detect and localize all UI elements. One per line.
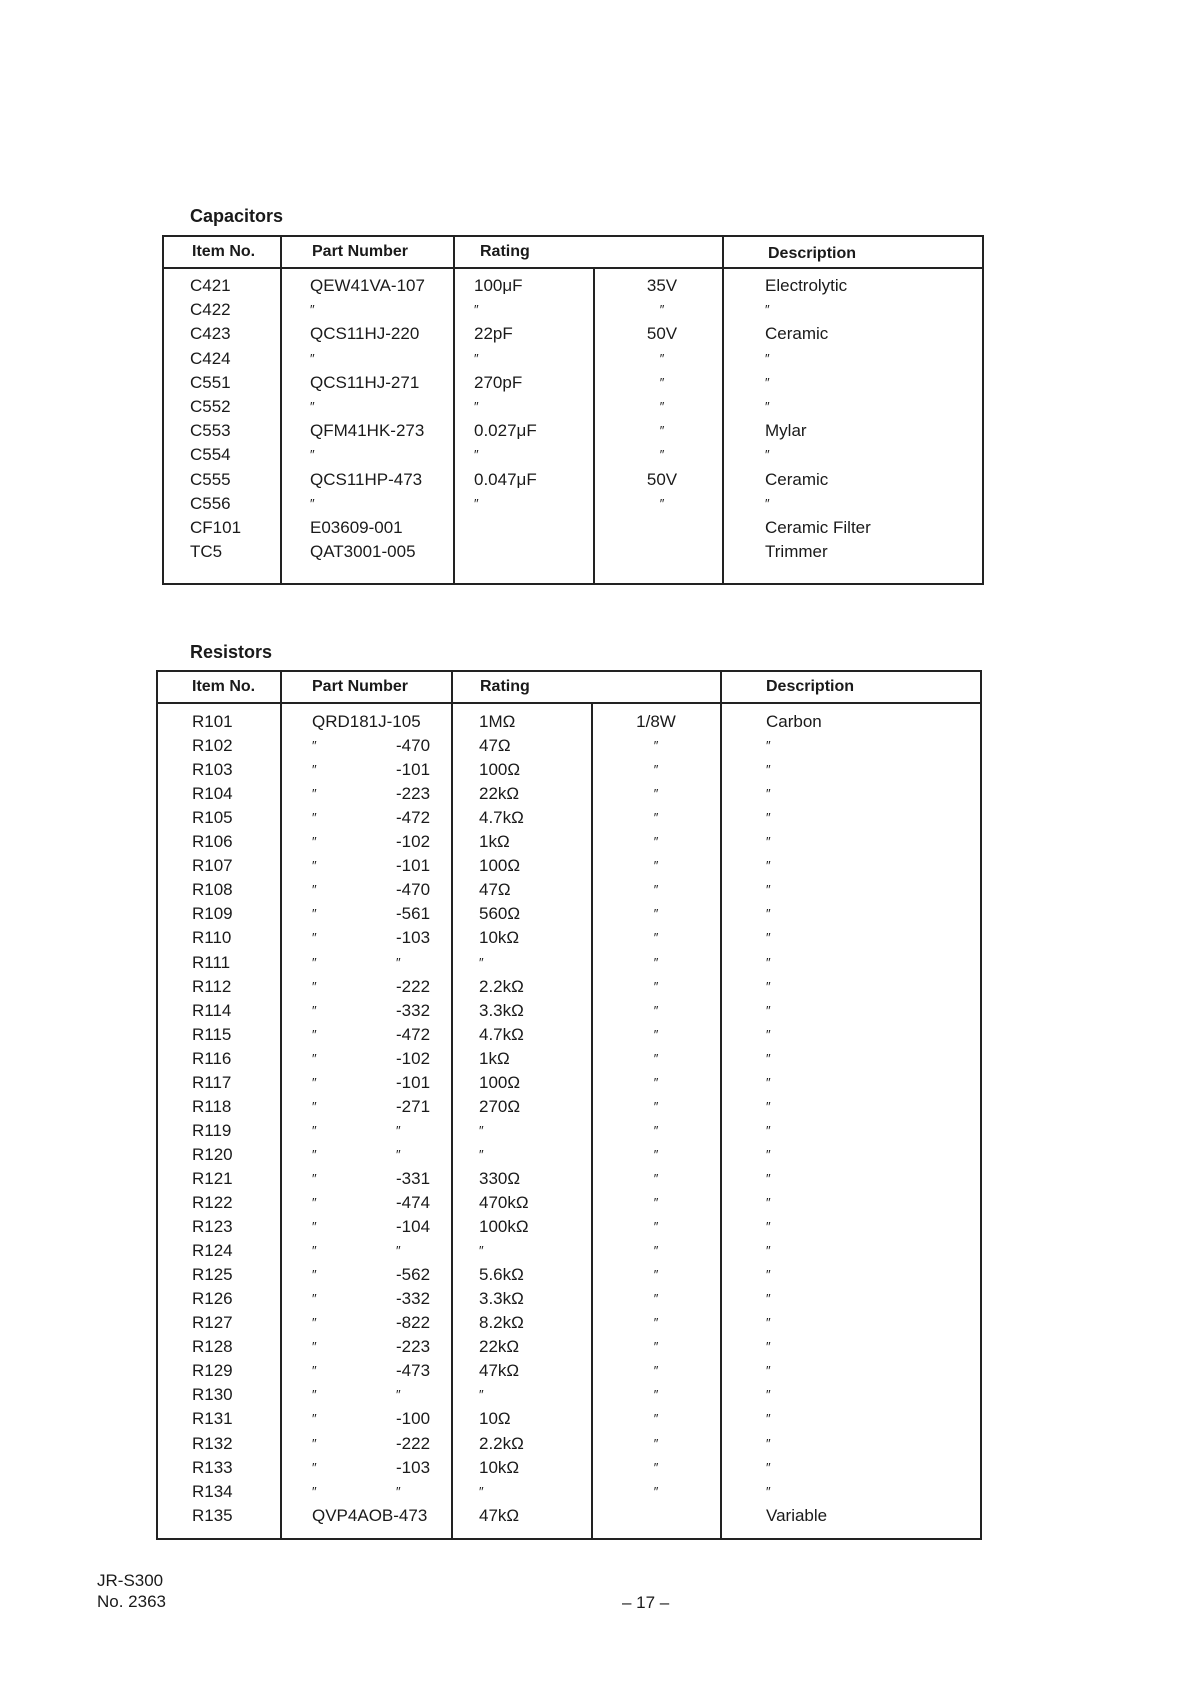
resistors-row-wattage: ″ (653, 1122, 659, 1138)
capacitors-row-voltage: ″ (659, 447, 665, 463)
resistors-row-suffix: -222 (396, 1433, 431, 1453)
capacitors-row-item: C424 (190, 348, 231, 368)
resistors-row-wattage: ″ (653, 1195, 659, 1210)
capacitors-header-description: Description (768, 245, 857, 262)
resistors-row-part: ″ (312, 1411, 317, 1427)
capacitors-row-rating: ″ (474, 302, 479, 318)
resistors-header-description: Description (766, 678, 855, 695)
resistors-row-item: R103 (192, 760, 233, 780)
resistors-row-wattage: ″ (653, 762, 659, 778)
resistors-row-item: R102 (192, 736, 233, 756)
resistors-row-part: ″ (312, 906, 317, 922)
resistors-row-rating: 47Ω (479, 736, 511, 756)
capacitors-row-item: C421 (190, 276, 231, 295)
resistors-row-item: R118 (192, 1096, 232, 1116)
resistors-row-part: ″ (312, 882, 317, 898)
capacitors-row-description: Ceramic (765, 469, 829, 489)
resistors-row-description: Variable (766, 1505, 828, 1525)
resistors-row-wattage: ″ (653, 1170, 659, 1186)
resistors-row-wattage: ″ (653, 882, 659, 898)
capacitors-row-rating: 0.027μF (474, 421, 537, 441)
capacitors-row-item: C554 (190, 445, 231, 465)
resistors-row-part: ″ (312, 930, 317, 946)
resistors-row-suffix: -104 (396, 1217, 431, 1237)
resistors-row-rating: 10kΩ (479, 1457, 520, 1477)
resistors-row-part: ″ (312, 978, 317, 994)
capacitors-row-description: Ceramic Filter (765, 518, 871, 537)
resistors-title: Resistors (190, 642, 273, 662)
resistors-row-part: ″ (312, 1363, 317, 1379)
capacitors-header-rating: Rating (480, 243, 530, 260)
capacitors-row-description: Ceramic (765, 324, 829, 344)
resistors-row-description: ″ (766, 1002, 771, 1018)
resistors-row-item: R111 (192, 952, 231, 972)
resistors-row-item: R126 (192, 1289, 233, 1309)
footer-number: No. 2363 (97, 1592, 166, 1611)
resistors-row-item: R123 (192, 1217, 233, 1237)
resistors-row-suffix: -474 (396, 1193, 431, 1212)
capacitors-row-rating: ″ (474, 399, 479, 414)
resistors-header-item: Item No. (192, 678, 256, 695)
resistors-row-part: ″ (312, 738, 317, 754)
resistors-row-rating: ″ (479, 1243, 484, 1259)
resistors-row-part: ″ (312, 1291, 317, 1307)
resistors-row-rating: 10kΩ (479, 928, 520, 948)
resistors-row-item: R125 (192, 1265, 233, 1285)
resistors-row-item: R120 (192, 1144, 233, 1164)
resistors-row-description: ″ (766, 1267, 771, 1283)
resistors-row-rating: ″ (479, 1483, 484, 1499)
resistors-row-wattage: ″ (653, 858, 659, 874)
capacitors-header-row (164, 237, 982, 269)
resistors-row-description: ″ (766, 1122, 771, 1138)
resistors-row-rating: 47Ω (479, 880, 511, 900)
resistors-header-part: Part Number (312, 678, 409, 695)
resistors-row-description: ″ (766, 1050, 771, 1066)
resistors-row-suffix: -331 (396, 1168, 431, 1188)
capacitors-row-item: C551 (190, 372, 231, 392)
resistors-row-part: ″ (312, 1243, 317, 1259)
resistors-row-item: R105 (192, 808, 233, 828)
resistors-row-rating: 100kΩ (479, 1217, 529, 1237)
capacitors-row-description: Electrolytic (765, 276, 848, 295)
resistors-row-item: R110 (192, 928, 232, 948)
resistors-row-rating: 47kΩ (479, 1505, 520, 1525)
resistors-row-suffix: ″ (396, 1483, 401, 1499)
resistors-row-item: R116 (192, 1048, 232, 1068)
resistors-row-description: ″ (766, 1411, 771, 1427)
capacitors-row-rating: 270pF (474, 372, 523, 392)
resistors-row-item: R119 (192, 1120, 232, 1140)
resistors-row-part: ″ (312, 1146, 317, 1162)
resistors-row-wattage: ″ (653, 1483, 659, 1499)
resistors-row-description: ″ (766, 954, 771, 970)
resistors-row-rating: ″ (479, 1122, 484, 1138)
capacitors-row-part: ″ (310, 350, 315, 366)
resistors-row-description: ″ (766, 978, 771, 994)
resistors-row-wattage: ″ (653, 1146, 659, 1162)
resistors-row-suffix: -101 (396, 760, 431, 780)
resistors-row-part: ″ (312, 810, 317, 826)
resistors-row-wattage: ″ (653, 1267, 659, 1283)
resistors-row-wattage: ″ (653, 930, 659, 946)
resistors-row-part: ″ (312, 1435, 317, 1451)
capacitors-row-part: ″ (310, 447, 315, 463)
resistors-row-description: ″ (766, 1170, 771, 1186)
resistors-row-part: ″ (312, 834, 317, 850)
resistors-row-wattage: ″ (653, 906, 659, 922)
resistors-row-part: QVP4AOB-473 (312, 1505, 428, 1525)
resistors-row-suffix: -102 (396, 1048, 431, 1068)
resistors-row-part: ″ (312, 1267, 317, 1283)
resistors-row-description: ″ (766, 1243, 771, 1259)
capacitors-row-description: Mylar (765, 421, 807, 441)
resistors-row-description: ″ (766, 1435, 771, 1451)
footer-model: JR-S300 (97, 1571, 164, 1590)
resistors-row-suffix: -223 (396, 1337, 431, 1357)
capacitors-row-item: C552 (190, 397, 231, 416)
resistors-row-description: ″ (766, 786, 771, 802)
capacitors-row-part: E03609-001 (310, 518, 403, 537)
resistors-row-rating: 1kΩ (479, 832, 510, 852)
resistors-row-wattage: ″ (653, 1050, 659, 1066)
capacitors-row-part: QCS11HJ-220 (310, 324, 420, 344)
capacitors-row-voltage: 50V (646, 469, 678, 489)
resistors-row-item: R107 (192, 856, 233, 876)
resistors-table (156, 670, 982, 1540)
resistors-row-description: ″ (766, 834, 771, 850)
capacitors-row-part: QFM41HK-273 (310, 421, 425, 441)
resistors-row-wattage: ″ (653, 1387, 659, 1403)
resistors-row-item: R129 (192, 1361, 233, 1381)
resistors-row-description: ″ (766, 1026, 771, 1042)
resistors-row-wattage: 1/8W (636, 712, 676, 731)
resistors-row-item: R109 (192, 904, 233, 924)
resistors-row-suffix: -473 (396, 1361, 431, 1381)
resistors-row-part: ″ (312, 1170, 317, 1186)
resistors-row-rating: 1kΩ (479, 1048, 510, 1068)
capacitors-row-item: C555 (190, 469, 231, 489)
capacitors-header-part: Part Number (312, 243, 409, 260)
resistors-row-part: ″ (312, 762, 317, 778)
capacitors-row-item: C553 (190, 421, 231, 441)
capacitors-row-voltage: ″ (659, 399, 665, 414)
resistors-row-wattage: ″ (653, 1291, 659, 1307)
capacitors-row-voltage: ″ (659, 350, 665, 366)
capacitors-title: Capacitors (190, 206, 284, 226)
resistors-row-item: R135 (192, 1505, 233, 1525)
capacitors-row-part: QCS11HP-473 (310, 469, 423, 489)
resistors-row-rating: ″ (479, 1387, 484, 1403)
resistors-row-rating: 100Ω (479, 1072, 521, 1092)
capacitors-row-rating: ″ (474, 447, 479, 463)
resistors-row-rating: 22kΩ (479, 784, 520, 804)
resistors-row-rating: 100Ω (479, 760, 521, 780)
resistors-row-suffix: -472 (396, 1024, 431, 1044)
resistors-row-suffix: -470 (396, 736, 431, 756)
resistors-row-rating: 4.7kΩ (479, 808, 524, 828)
resistors-row-rating: 8.2kΩ (479, 1313, 524, 1333)
resistors-row-wattage: ″ (653, 1219, 659, 1235)
resistors-row-part: ″ (312, 1098, 317, 1114)
resistors-row-suffix: -561 (396, 904, 431, 924)
capacitors-row-rating: ″ (474, 495, 479, 511)
capacitors-row-description: Trimmer (765, 542, 828, 562)
resistors-row-suffix: -822 (396, 1313, 431, 1333)
resistors-row-rating: 560Ω (479, 904, 521, 924)
resistors-row-item: R101 (192, 712, 233, 731)
resistors-row-item: R127 (192, 1313, 233, 1333)
resistors-row-suffix: -101 (396, 1072, 431, 1092)
resistors-row-wattage: ″ (653, 1411, 659, 1427)
resistors-row-suffix: -562 (396, 1265, 431, 1285)
resistors-row-rating: 470kΩ (479, 1193, 529, 1212)
resistors-row-rating: 4.7kΩ (479, 1024, 524, 1044)
resistors-row-description: ″ (766, 1195, 771, 1210)
resistors-row-suffix: -223 (396, 784, 431, 804)
resistors-row-part: QRD181J-105 (312, 712, 421, 731)
resistors-row-item: R121 (192, 1168, 233, 1188)
resistors-row-wattage: ″ (653, 1026, 659, 1042)
resistors-row-wattage: ″ (653, 810, 659, 826)
capacitors-row-voltage: 35V (646, 276, 678, 295)
capacitors-row-part: QAT3001-005 (310, 542, 416, 562)
resistors-row-part: ″ (312, 1339, 317, 1355)
capacitors-row-description: ″ (765, 495, 770, 511)
resistors-row-description: ″ (766, 1363, 771, 1379)
resistors-row-description: ″ (766, 906, 771, 922)
capacitors-row-description: ″ (765, 374, 770, 390)
resistors-row-item: R108 (192, 880, 233, 900)
capacitors-row-part: ″ (310, 302, 315, 318)
resistors-row-description: ″ (766, 1459, 771, 1475)
resistors-row-part: ″ (312, 1387, 317, 1403)
resistors-row-part: ″ (312, 1050, 317, 1066)
capacitors-row-description: ″ (765, 302, 770, 318)
page-number: – 17 – (622, 1593, 670, 1612)
capacitors-row-rating: 0.047μF (474, 469, 537, 489)
resistors-row-rating: 10Ω (479, 1409, 511, 1429)
capacitors-row-description: ″ (765, 447, 770, 463)
capacitors-table (162, 235, 984, 585)
resistors-row-item: R122 (192, 1193, 233, 1212)
resistors-row-part: ″ (312, 1074, 317, 1090)
resistors-row-description: ″ (766, 1483, 771, 1499)
capacitors-row-description: ″ (765, 399, 770, 414)
resistors-row-wattage: ″ (653, 1363, 659, 1379)
resistors-row-rating: 5.6kΩ (479, 1265, 524, 1285)
resistors-row-part: ″ (312, 786, 317, 802)
resistors-row-part: ″ (312, 954, 317, 970)
resistors-row-part: ″ (312, 1483, 317, 1499)
resistors-row-suffix: -472 (396, 808, 431, 828)
resistors-row-wattage: ″ (653, 978, 659, 994)
resistors-row-part: ″ (312, 1195, 317, 1210)
resistors-row-rating: 100Ω (479, 856, 521, 876)
resistors-row-rating: 47kΩ (479, 1361, 520, 1381)
resistors-row-wattage: ″ (653, 1098, 659, 1114)
resistors-row-wattage: ″ (653, 1459, 659, 1475)
resistors-row-description: ″ (766, 858, 771, 874)
resistors-row-suffix: ″ (396, 954, 401, 970)
capacitors-row-description: ″ (765, 350, 770, 366)
resistors-row-wattage: ″ (653, 738, 659, 754)
resistors-row-suffix: -103 (396, 928, 431, 948)
capacitors-row-voltage: 50V (646, 324, 678, 344)
resistors-row-item: R115 (192, 1024, 232, 1044)
capacitors-row-item: CF101 (190, 518, 242, 537)
resistors-row-part: ″ (312, 1219, 317, 1235)
resistors-row-wattage: ″ (653, 1315, 659, 1331)
capacitors-header-item: Item No. (192, 243, 256, 260)
resistors-row-rating: 2.2kΩ (479, 976, 524, 996)
resistors-row-suffix: -470 (396, 880, 431, 900)
resistors-row-wattage: ″ (653, 1002, 659, 1018)
resistors-row-item: R128 (192, 1337, 233, 1357)
resistors-row-suffix: ″ (396, 1122, 401, 1138)
capacitors-row-item: C556 (190, 493, 231, 513)
resistors-row-item: R112 (192, 976, 232, 996)
resistors-row-wattage: ″ (653, 786, 659, 802)
resistors-row-description: Carbon (766, 712, 822, 731)
resistors-row-rating: 22kΩ (479, 1337, 520, 1357)
resistors-row-part: ″ (312, 1459, 317, 1475)
capacitors-row-rating: 22pF (474, 324, 513, 344)
resistors-row-description: ″ (766, 762, 771, 778)
resistors-row-description: ″ (766, 1074, 771, 1090)
capacitors-row-voltage: ″ (659, 495, 665, 511)
resistors-row-description: ″ (766, 738, 771, 754)
capacitors-row-item: TC5 (190, 542, 223, 562)
capacitors-row-voltage: ″ (659, 302, 665, 318)
resistors-row-suffix: -102 (396, 832, 431, 852)
footer-model-block (97, 1570, 166, 1612)
resistors-row-wattage: ″ (653, 1243, 659, 1259)
capacitors-row-part: QCS11HJ-271 (310, 372, 420, 392)
capacitors-row-voltage: ″ (659, 374, 665, 390)
resistors-row-rating: 2.2kΩ (479, 1433, 524, 1453)
resistors-row-suffix: ″ (396, 1146, 401, 1162)
resistors-row-wattage: ″ (653, 1339, 659, 1355)
resistors-row-wattage: ″ (653, 834, 659, 850)
resistors-row-rating: 3.3kΩ (479, 1000, 524, 1020)
resistors-row-description: ″ (766, 1098, 771, 1114)
resistors-row-part: ″ (312, 1026, 317, 1042)
resistors-row-item: R124 (192, 1241, 233, 1261)
resistors-row-item: R133 (192, 1457, 233, 1477)
capacitors-row-item: C422 (190, 300, 231, 320)
resistors-row-rating: ″ (479, 1146, 484, 1162)
resistors-row-description: ″ (766, 1146, 771, 1162)
resistors-header-rating: Rating (480, 678, 530, 695)
resistors-row-suffix: ″ (396, 1387, 401, 1403)
resistors-row-suffix: -332 (396, 1289, 431, 1309)
resistors-row-description: ″ (766, 882, 771, 898)
resistors-row-description: ″ (766, 810, 771, 826)
resistors-row-description: ″ (766, 1291, 771, 1307)
capacitors-row-part: ″ (310, 399, 315, 414)
resistors-row-suffix: -101 (396, 856, 431, 876)
resistors-row-item: R117 (192, 1072, 232, 1092)
resistors-row-rating: 330Ω (479, 1168, 521, 1188)
resistors-row-suffix: -103 (396, 1457, 431, 1477)
resistors-row-part: ″ (312, 1315, 317, 1331)
capacitors-row-rating: 100μF (474, 276, 523, 295)
resistors-row-part: ″ (312, 858, 317, 874)
resistors-row-wattage: ″ (653, 1074, 659, 1090)
resistors-row-item: R134 (192, 1481, 233, 1501)
resistors-row-suffix: -271 (396, 1096, 431, 1116)
capacitors-row-rating: ″ (474, 350, 479, 366)
resistors-row-description: ″ (766, 1387, 771, 1403)
resistors-row-part: ″ (312, 1002, 317, 1018)
resistors-row-item: R114 (192, 1000, 232, 1020)
resistors-row-item: R130 (192, 1385, 233, 1405)
capacitors-row-part: ″ (310, 495, 315, 511)
resistors-row-wattage: ″ (653, 954, 659, 970)
resistors-row-suffix: -100 (396, 1409, 431, 1429)
resistors-row-suffix: -222 (396, 976, 431, 996)
resistors-row-suffix: ″ (396, 1243, 401, 1259)
capacitors-row-part: QEW41VA-107 (310, 276, 425, 295)
resistors-row-rating: ″ (479, 954, 484, 970)
capacitors-row-item: C423 (190, 324, 231, 344)
resistors-row-part: ″ (312, 1122, 317, 1138)
resistors-row-description: ″ (766, 930, 771, 946)
capacitors-row-voltage: ″ (659, 423, 665, 439)
resistors-row-description: ″ (766, 1339, 771, 1355)
resistors-row-rating: 270Ω (479, 1096, 521, 1116)
resistors-row-wattage: ″ (653, 1435, 659, 1451)
resistors-row-suffix: -332 (396, 1000, 431, 1020)
resistors-row-description: ″ (766, 1315, 771, 1331)
resistors-row-item: R131 (192, 1409, 233, 1429)
resistors-row-item: R106 (192, 832, 233, 852)
resistors-row-item: R104 (192, 784, 233, 804)
resistors-row-description: ″ (766, 1219, 771, 1235)
resistors-row-rating: 3.3kΩ (479, 1289, 524, 1309)
resistors-row-item: R132 (192, 1433, 233, 1453)
resistors-row-rating: 1MΩ (479, 712, 516, 731)
